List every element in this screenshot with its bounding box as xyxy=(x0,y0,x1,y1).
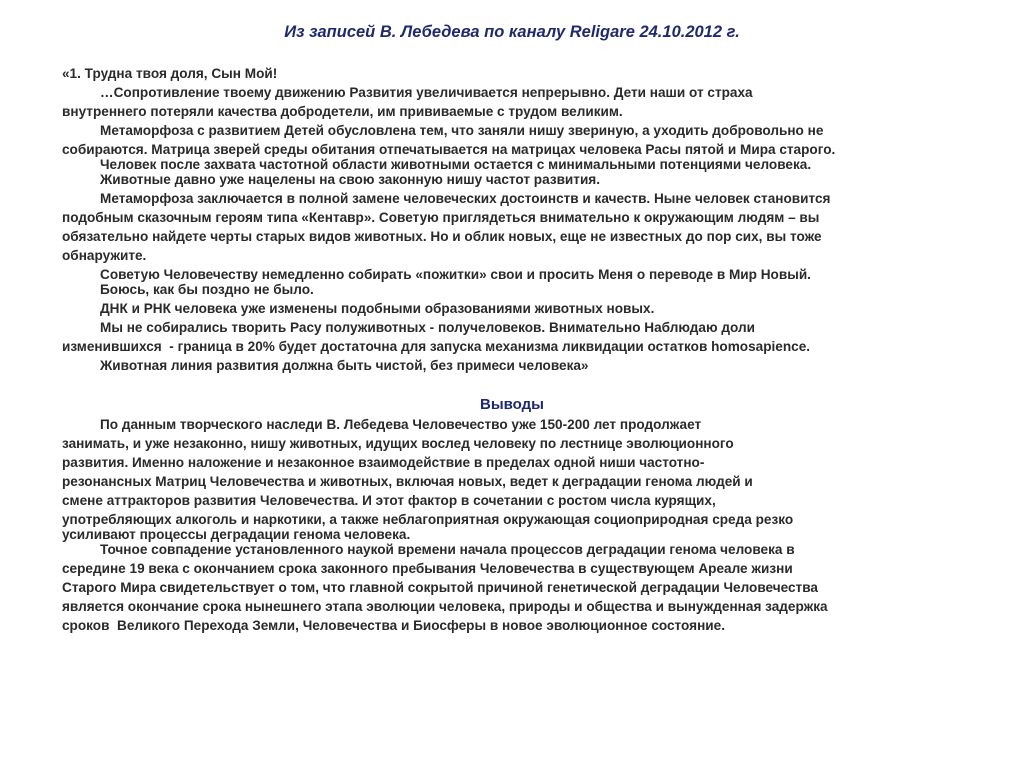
conclusion-line: Старого Мира свидетельствует о том, что главной сокрытой причиной генетической деградации Человечества xyxy=(62,580,818,595)
conclusion-line: резонансных Матриц Человечества и животных, включая новых, ведет к деградации генома людей и xyxy=(62,474,753,489)
conclusion-line: Точное совпадение установленного наукой времени начала процессов деградации генома человека в xyxy=(100,542,795,557)
quote-line: изменившихся - граница в 20% будет достаточна для запуска механизма ликвидации остатков homosapience. xyxy=(62,339,811,354)
conclusion-line: употребляющих алкоголь и наркотики, а также неблагоприятная окружающая социоприродная среда резко xyxy=(62,512,794,527)
document-title: Из записей В. Лебедева по каналу Religare 24.10.2012 г. xyxy=(284,23,740,41)
quote-line: «1. Трудна твоя доля, Сын Мой! xyxy=(62,66,278,81)
quote-line: собираются. Матрица зверей среды обитания отпечатывается на матрицах человека Расы пятой и Мира старого. xyxy=(62,142,836,157)
quote-line: Метаморфоза с развитием Детей обусловлена тем, что заняли нишу звериную, а уходить добровольно не xyxy=(100,123,824,138)
conclusion-line: По данным творческого наследи В. Лебедева Человечество уже 150-200 лет продолжает xyxy=(100,417,702,432)
conclusion-line: смене аттракторов развития Человечества. И этот фактор в сочетании с ростом числа курящих, xyxy=(62,493,716,508)
quote-line: Животные давно уже нацелены на свою законную нишу частот развития. xyxy=(100,172,601,187)
conclusion-line: середине 19 века с окончанием срока законного пребывания Человечества в существующем Ареале жизни xyxy=(62,561,793,576)
quote-line: Мы не собирались творить Расу полуживотных - получеловеков. Внимательно Наблюдаю доли xyxy=(100,320,755,335)
conclusion-line: усиливают процессы деградации генома человека. xyxy=(62,527,411,542)
quote-line: Животная линия развития должна быть чистой, без примеси человека» xyxy=(100,358,589,373)
conclusion-line: развития. Именно наложение и незаконное взаимодействие в пределах одной ниши частотно- xyxy=(62,455,705,470)
conclusion-line: является окончание срока нынешнего этапа эволюции человека, природы и общества и вынужденная задержка xyxy=(62,599,828,614)
quote-line: обнаружите. xyxy=(62,248,147,263)
quote-line: Метаморфоза заключается в полной замене человеческих достоинств и качеств. Ныне человек становится xyxy=(100,191,831,206)
quote-line: Боюсь, как бы поздно не было. xyxy=(100,282,314,297)
quote-line: внутреннего потеряли качества добродетели, им прививаемые с трудом великим. xyxy=(62,104,623,119)
conclusion-line: занимать, и уже незаконно, нишу животных, идущих вослед человеку по лестнице эволюционного xyxy=(62,436,734,451)
quote-line: обязательно найдете черты старых видов животных. Но и облик новых, еще не известных до пор сих, вы тоже xyxy=(62,229,822,244)
quote-line: подобным сказочным героям типа «Кентавр». Советую приглядеться внимательно к окружающим людям – вы xyxy=(62,210,820,225)
quote-line: ДНК и РНК человека уже изменены подобными образованиями животных новых. xyxy=(100,301,655,316)
conclusions-block xyxy=(62,415,962,635)
section-title-conclusions: Выводы xyxy=(480,396,544,413)
conclusion-line: сроков Великого Перехода Земли, Человечества и Биосферы в новое эволюционное состояние. xyxy=(62,618,725,633)
quote-line: Советую Человечеству немедленно собирать «пожитки» свои и просить Меня о переводе в Мир Новый. xyxy=(100,267,811,282)
quote-block xyxy=(62,64,962,375)
quote-line: Человек после захвата частотной области животными остается с минимальными потенциями человека. xyxy=(100,157,812,172)
quote-line: …Сопротивление твоему движению Развития увеличивается непрерывно. Дети наши от страха xyxy=(100,85,753,100)
